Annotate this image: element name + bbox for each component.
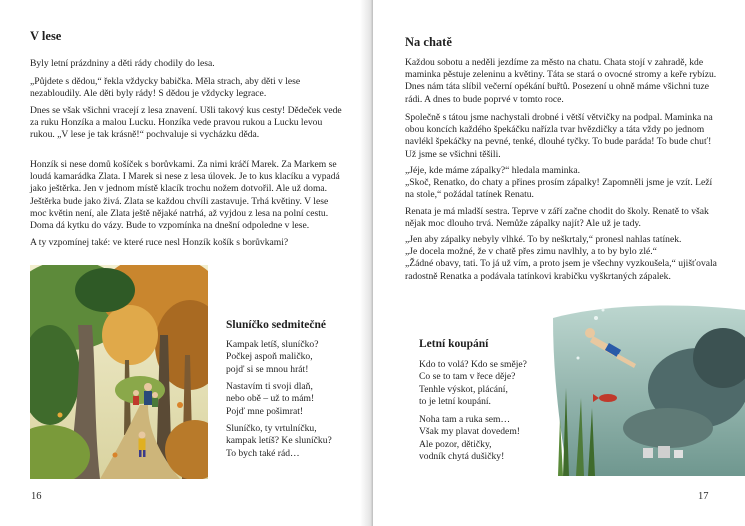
poem-title-slunicko: Sluníčko sedmitečné: [226, 319, 326, 331]
paragraph: Honzík si nese domů košíček s borůvkami. Za nimi kráčí Marek. Za Markem se loudá kamarádka Zlata. I Marek si nese z lesa úlovek. Je to kus klacíku a vypadá jako ještěrka. Jen v jednom místě klacík trochu nožem dotvořil. Ale už doma. Ještěrka bude jako živá. Zlata se každou chvíli zastavuje. Trhá květiny. V lese moc květin není, ale Zlata ještě nějaké natrhá, až vyjdou z lesa na polní cestu. Doma dá kytku do vázy. Bude to vzpomínka na dnešní odpoledne v lese.: [30, 159, 340, 232]
right-page: [373, 0, 745, 526]
poem-title-letni-koupani: Letní koupání: [419, 338, 489, 350]
poem-stanza: Nastavím ti svoji dlaň, nebo obě – už to mám! Pojď mne pošimrat!: [226, 381, 315, 417]
poem-stanza: Kdo to volá? Kdo se směje? Co se to tam v řece děje? Tenhle výskot, plácání, to je letní koupání.: [419, 359, 527, 407]
paragraph: Každou sobotu a neděli jezdíme za město na chatu. Chata stojí v zahradě, kde maminka pěstuje zeleninu a květiny. Táta se stará o ovocné stromy a keře rybízu. Dnes nám táta slíbil večerní opékání buřtů. Posezení u ohně máme všichni tuze rádi. A dnes to bude poprvé v tomto roce.: [405, 57, 717, 105]
paragraph: Dnes se však všichni vracejí z lesa znavení. Ušli takový kus cesty! Dědeček vede za ruku Honzíka a malou Lucku. Honzíka vede pravou rukou a Lucku levou rukou. „V lese je tak krásně!“ pochvaluje si vycházku děda.: [30, 105, 342, 141]
paragraph: Renata je má mladší sestra. Teprve v září začne chodit do školy. Renatě to však nějak moc dlouho trvá. Nemůže zápalky najít? Ale už je tady.: [405, 206, 709, 230]
forest-illustration-icon: [30, 265, 208, 479]
story-title-v-lese: V lese: [30, 29, 62, 43]
story-title-na-chate: Na chatě: [405, 35, 452, 49]
page-number: 16: [31, 491, 42, 502]
paragraph: „Půjdete s dědou,“ řekla vždycky babička. Měla strach, aby děti v lese nezabloudily. Ale děti byly rády! S dědou je vždycky legrace.: [30, 76, 301, 100]
paragraph: A ty vzpomínej také: ve které ruce nesl Honzík košík s borůvkami?: [30, 237, 289, 248]
paragraph: Byly letní prázdniny a děti rády chodily do lesa.: [30, 58, 215, 69]
poem-stanza: Sluníčko, ty vrtulníčku, kampak letíš? Ke sluníčku? To bych také rád…: [226, 423, 332, 459]
page-number: 17: [698, 491, 709, 502]
paragraph: „Jen aby zápalky nebyly vlhké. To by neškrtaly,“ pronesl nahlas tatínek. „Je docela možné, že v chatě přes zimu navlhly, a to by bylo zlé.“ „Žádné obavy, tati. To já už vím, a proto jsem je všechny vyzkoušela,“ ujišťovala radostně Renatka a podávala tatínkovi krabičku vyškrtaných zápalek.: [405, 234, 717, 282]
paragraph: Společně s tátou jsme nachystali drobné i větší větvičky na podpal. Maminka na obou koncích každého špekáčku nařízla tvar hvězdičky a táta vždy po jednom navlékl špekáčky na pevné, tenké, dlouhé tyčky. To bude paráda! To bude chuť! Už jsme se všichni těšili.: [405, 112, 713, 160]
poem-stanza: Kampak letíš, sluníčko? Počkej aspoň maličko, pojď si se mnou hrát!: [226, 339, 319, 375]
left-page: [0, 0, 371, 526]
river-swimming-illustration: [548, 298, 745, 476]
forest-illustration: [30, 265, 208, 479]
paragraph: „Jéje, kde máme zápalky?“ hledala maminka. „Skoč, Renatko, do chaty a přines prosím zápalky! Zapomněli jsme je vzít. Leží na stole,“ požádal tatínek Renatu.: [405, 165, 713, 201]
river-swimming-illustration-icon: [548, 298, 745, 476]
poem-stanza: Noha tam a ruka sem… Však my plavat dovedem! Ale pozor, dětičky, vodník chytá dušičky!: [419, 414, 520, 462]
